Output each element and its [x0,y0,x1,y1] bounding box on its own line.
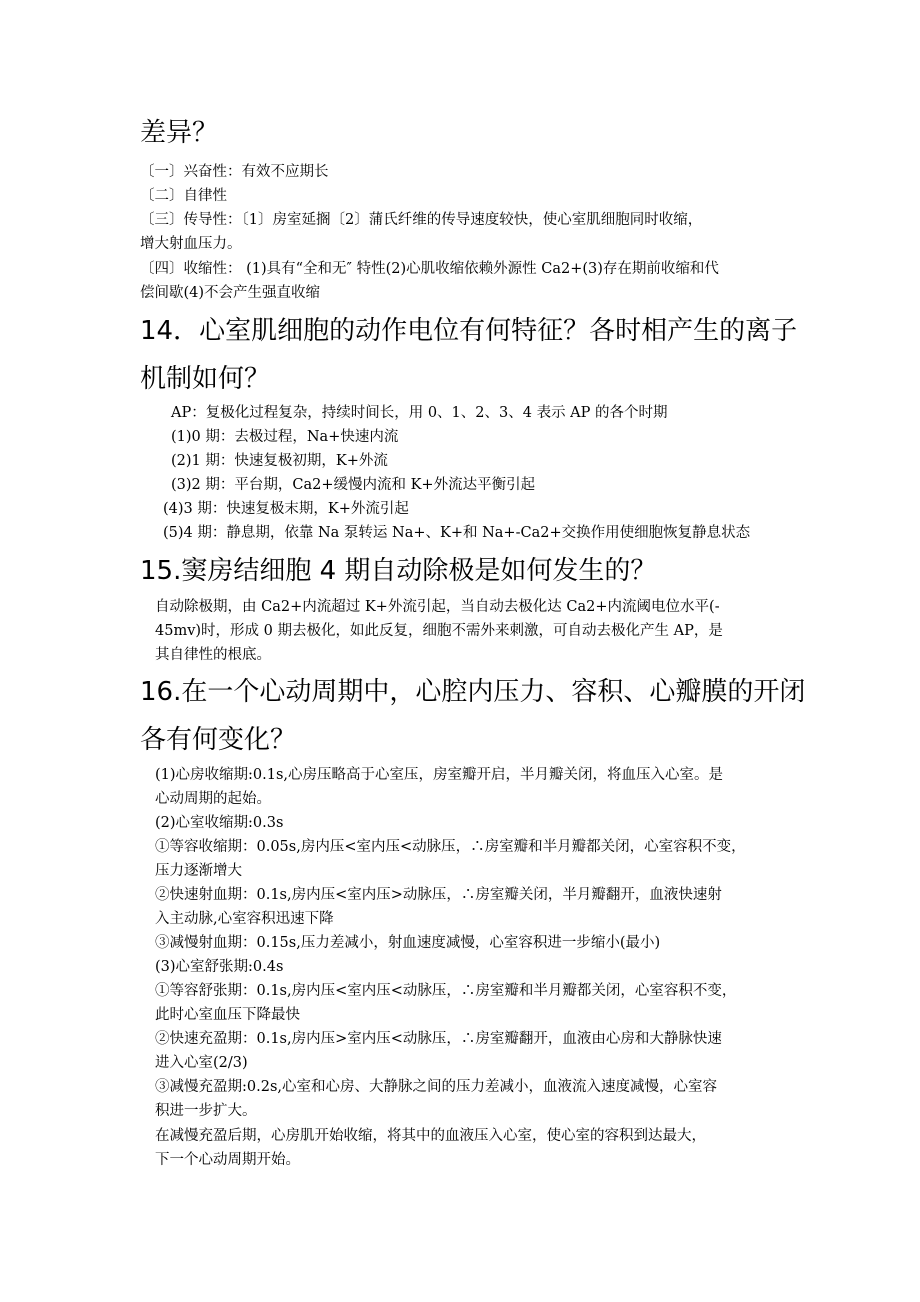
s16-line-7: 入主动脉,心室容积迅速下降 [155,911,334,927]
section-15-title: 15.窦房结细胞 4 期自动除极是如何发生的？ [140,556,657,586]
s16-line-5: 压力逐渐增大 [155,863,242,879]
section-14-title-line-1: 14．心室肌细胞的动作电位有何特征？各时相产生的离子 [140,316,798,346]
s14-line-4: (3)2 期：平台期，Ca2+缓慢内流和 K+外流达平衡引起 [171,477,536,493]
s16-line-16: 在减慢充盈后期，心房肌开始收缩，将其中的血液压入心室，使心室的容积到达最大， [155,1128,706,1144]
section-14-title-line-2: 机制如何？ [140,364,271,394]
section-13-title-tail: 差异？ [140,118,219,148]
s13-line-1: 〔一〕兴奋性：有效不应期长 [140,164,329,180]
s14-line-1: AP：复极化过程复杂，持续时间长，用 0、1、2、3、4 表示 AP 的各个时期 [171,405,668,421]
s16-line-8: ③减慢射血期：0.15s,压力差减小，射血速度减慢，心室容积进一步缩小(最小) [155,935,661,951]
s13-line-4: 增大射血压力。 [140,236,242,252]
s16-line-1: (1)心房收缩期:0.1s,心房压略高于心室压，房室瓣开启，半月瓣关闭，将血压入心室。是 [155,767,724,783]
s16-line-14: ③减慢充盈期:0.2s,心室和心房、大静脉之间的压力差减小，血液流入速度减慢，心室容 [155,1079,717,1095]
s15-line-2: 45mv)时，形成 0 期去极化，如此反复，细胞不需外来刺激，可自动去极化产生 AP，是 [155,623,723,639]
section-16-title-line-2: 各有何变化？ [140,725,297,755]
s16-line-10: ①等容舒张期：0.1s,房内压<室内压<动脉压，∴房室瓣和半月瓣都关闭，心室容积不变， [155,983,737,999]
s16-line-6: ②快速射血期：0.1s,房内压<室内压>动脉压，∴房室瓣关闭，半月瓣翻开，血液快速射 [155,887,722,903]
s15-line-3: 其自律性的根底。 [155,647,271,663]
s14-line-5: (4)3 期：快速复极末期，K+外流引起 [163,501,409,517]
s15-line-1: 自动除极期，由 Ca2+内流超过 K+外流引起，当自动去极化达 Ca2+内流阈电位水平(- [155,599,720,615]
s16-line-4: ①等容收缩期：0.05s,房内压<室内压<动脉压，∴房室瓣和半月瓣都关闭，心室容积不变， [155,839,746,855]
s16-line-2: 心动周期的起始。 [155,791,271,807]
s14-line-3: (2)1 期：快速复极初期，K+外流 [171,453,388,469]
s16-line-9: (3)心室舒张期:0.4s [155,959,284,975]
s16-line-17: 下一个心动周期开始。 [155,1152,300,1168]
s16-line-13: 进入心室(2/3) [155,1055,248,1071]
s14-line-6: (5)4 期：静息期，依靠 Na 泵转运 Na+、K+和 Na+-Ca2+交换作用使细胞恢复静息状态 [163,525,751,541]
s14-line-2: (1)0 期：去极过程，Na+快速内流 [171,429,399,445]
s13-line-6: 偿间歇(4)不会产生强直收缩 [140,285,321,301]
s13-line-5: 〔四〕收缩性： (1)具有“全和无″ 特性(2)心肌收缩依赖外源性 Ca2+(3)存在期前收缩和代 [140,261,719,277]
s16-line-12: ②快速充盈期：0.1s,房内压>室内压<动脉压，∴房室瓣翻开，血液由心房和大静脉快速 [155,1031,722,1047]
section-16-title-line-1: 16.在一个心动周期中，心腔内压力、容积、心瓣膜的开闭 [140,677,806,707]
s16-line-3: (2)心室收缩期:0.3s [155,815,284,831]
s13-line-2: 〔二〕自律性 [140,188,227,204]
s16-line-15: 积进一步扩大。 [155,1103,257,1119]
s16-line-11: 此时心室血压下降最快 [155,1007,300,1023]
s13-line-3: 〔三〕传导性：〔1〕房室延搁〔2〕蒲氏纤维的传导速度较快，使心室肌细胞同时收缩， [140,212,703,228]
